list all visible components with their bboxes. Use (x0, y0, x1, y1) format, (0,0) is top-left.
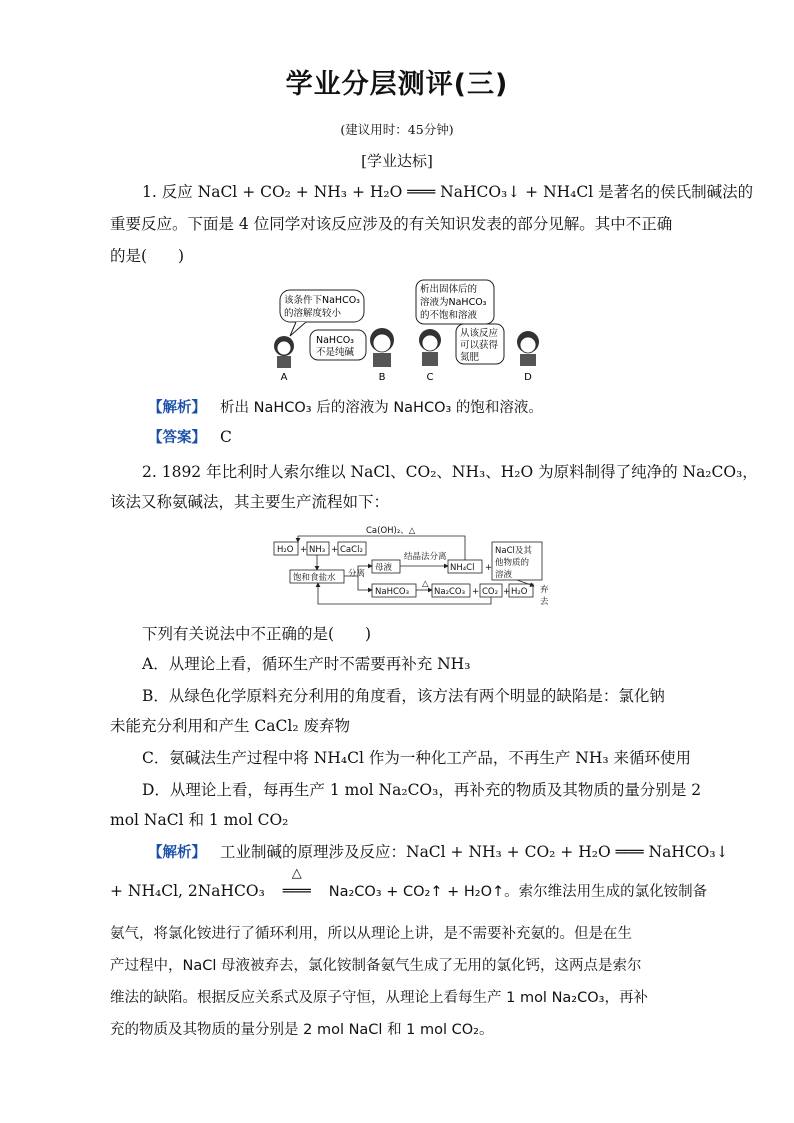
q1-answer-text: C (220, 428, 232, 446)
flow-separate: 分离 (348, 569, 366, 579)
q1-answer (148, 426, 728, 447)
q1-stem-line3: 的是( ) (110, 247, 185, 265)
q2-analysis-line1 (148, 840, 728, 862)
student-d-icon (517, 331, 539, 366)
q2-option-b-line1: B．从绿色化学原料充分利用的角度看，该方法有两个明显的缺陷是：氯化钠 (142, 687, 665, 705)
flow-co2: CO₂ (482, 587, 499, 597)
q2-question: 下列有关说法中不正确的是( ) (142, 625, 372, 643)
bubble-c-line1: 析出固体后的 (420, 284, 478, 295)
q1-figure (266, 278, 556, 386)
label-b: B (378, 372, 386, 383)
svg-text:+: + (485, 563, 493, 573)
flow-nahco3: NaHCO₃ (375, 587, 409, 597)
svg-text:+: + (472, 587, 480, 597)
bubble-b-line1: NaHCO₃ (316, 335, 354, 346)
bubble-a-line1: 该条件下NaHCO₃ (284, 295, 360, 306)
q2-flow-diagram (272, 524, 554, 608)
q1-stem-line2: 重要反应。下面是 4 位同学对该反应涉及的有关知识发表的部分见解。其中不正确 (110, 215, 673, 233)
bubble-b-line2: 不是纯碱 (316, 347, 355, 358)
q2-analysis-line2b: Na₂CO₃ + CO₂↑ + H₂O↑。索尔维法用生成的氯化铵制备 (328, 884, 708, 900)
q1-stem-line1: 1. 反应 NaCl + CO₂ + NH₃ + H₂O ═══ NaHCO₃↓ + NH₄Cl 是著名的侯氏制碱法的 (142, 183, 754, 201)
q2-analysis-line1-text: 工业制碱的原理涉及反应：NaCl + NH₃ + CO₂ + H₂O ═══ NaHCO₃↓ (220, 843, 729, 861)
q2-stem-line1: 2. 1892 年比利时人索尔维以 NaCl、CO₂、NH₃、H₂O 为原料制得了纯净的 Na₂CO₃， (142, 463, 758, 481)
svg-text:+: + (503, 587, 511, 597)
section-heading: [学业达标] (361, 152, 433, 170)
flow-caoh2: Ca(OH)₂、△ (366, 526, 416, 536)
bubble-d-line3: 氮肥 (460, 352, 480, 363)
flow-nh3: NH₃ (309, 545, 326, 555)
flow-h2o: H₂O (277, 545, 294, 555)
flow-other-2: 他物质的 (495, 558, 530, 568)
flow-other-3: 溶液 (495, 570, 513, 580)
label-d: D (524, 372, 532, 383)
q2-analysis-line5: 维法的缺陷。根据反应关系式及原子守恒，从理论上看每生产 1 mol Na₂CO₃，再补 (110, 990, 648, 1006)
student-c-icon (419, 329, 441, 366)
flow-cacl2: CaCl₂ (340, 545, 363, 555)
q2-option-c: C．氨碱法生产过程中将 NH₄Cl 作为一种化工产品，不再生产 NH₃ 来循环使用 (142, 749, 691, 767)
q2-option-b-line2: 未能充分利用和产生 CaCl₂ 废弃物 (110, 717, 350, 735)
flow-nh4cl: NH₄Cl (450, 563, 475, 573)
bubble-c-line3: 的不饱和溶液 (420, 310, 478, 321)
q2-analysis-line3: 氨气，将氯化铵进行了循环利用，所以从理论上讲，是不需要补充氨的。但是在生 (110, 926, 632, 942)
flow-crystallize: 结晶法分离 (404, 552, 447, 562)
flow-discard-2: 去 (540, 597, 549, 607)
q2-stem-line2: 该法又称氨碱法，其主要生产流程如下： (110, 493, 390, 511)
label-c: C (426, 372, 434, 383)
q2-analysis-line2 (110, 866, 708, 901)
q2-analysis-line4: 产过程中，NaCl 母液被弃去，氯化铵制备氨气生成了无用的氯化钙，这两点是索尔 (110, 958, 642, 974)
q1-analysis-text: 析出 NaHCO₃ 后的溶液为 NaHCO₃ 的饱和溶液。 (220, 400, 543, 416)
student-a-icon (274, 336, 294, 368)
heat-arrow: △ ═══ (270, 882, 324, 900)
flow-heat: △ (422, 579, 429, 589)
suggested-time: (建议用时：45分钟) (340, 122, 454, 137)
flow-mother-liquor: 母液 (375, 563, 393, 573)
flow-discard-1: 弃 (540, 585, 549, 595)
heat-symbol: △ (291, 866, 302, 881)
student-b-icon (370, 328, 394, 367)
q1-analysis-tag: 【解析】 (148, 400, 206, 416)
q2-option-a: A．从理论上看，循环生产时不需要再补充 NH₃ (142, 655, 471, 673)
bubble-d-line1: 从该反应 (460, 328, 499, 339)
svg-text:+: + (300, 545, 308, 555)
bubble-a-line2: 的溶解度较小 (284, 308, 342, 319)
bubble-d-line2: 可以获得 (460, 340, 499, 351)
svg-text:+: + (331, 545, 339, 555)
q1-answer-tag: 【答案】 (148, 430, 206, 446)
q2-analysis-line2a: + NH₄Cl, 2NaHCO₃ (110, 882, 265, 900)
q2-option-d-line2: mol NaCl 和 1 mol CO₂ (110, 811, 289, 829)
q2-analysis-line6: 充的物质及其物质的量分别是 2 mol NaCl 和 1 mol CO₂。 (110, 1022, 494, 1038)
flow-h2o-2: H₂O (511, 587, 528, 597)
page-title: 学业分层测评(三) (285, 69, 509, 100)
bubble-c-line2: 溶液为NaHCO₃ (420, 297, 487, 308)
q2-option-d-line1: D．从理论上看，每再生产 1 mol Na₂CO₃，再补充的物质及其物质的量分别是 2 (142, 781, 702, 799)
flow-brine: 饱和食盐水 (293, 573, 336, 583)
label-a: A (280, 372, 288, 383)
q1-analysis (148, 396, 728, 417)
q2-analysis-tag: 【解析】 (148, 845, 206, 861)
flow-na2co3: Na₂CO₃ (434, 587, 466, 597)
flow-other-1: NaCl及其 (495, 546, 532, 556)
